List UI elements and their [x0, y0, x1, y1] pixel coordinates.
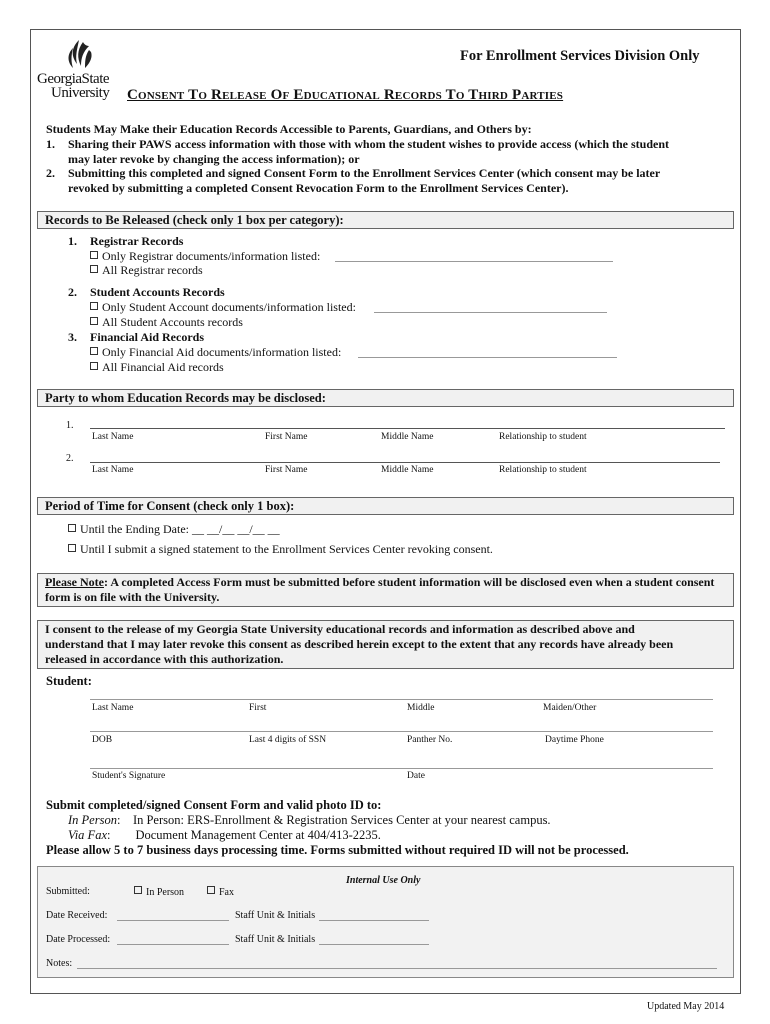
student-middle: Middle — [407, 703, 435, 713]
checkbox-icon[interactable] — [90, 302, 98, 310]
fax-label-text: Via Fax — [68, 828, 107, 842]
intro-item1-num: 1. — [46, 137, 55, 151]
cat3-opt2-label: All Financial Aid records — [102, 360, 224, 374]
intro-item2-a: Submitting this completed and signed Consent Form to the Enrollment Services Center (which consent may be later — [68, 166, 661, 180]
records-header: Records to Be Released (check only 1 box per category): — [37, 211, 734, 229]
cat1-opt2-label: All Registrar records — [102, 263, 203, 277]
intro-item1-a: Sharing their PAWS access information with those with whom the student wishes to provide access (which the student — [68, 137, 670, 151]
division-label: For Enrollment Services Division Only — [460, 48, 700, 64]
party-middle-1: Middle Name — [381, 432, 434, 442]
party-row2-num: 2. — [66, 453, 74, 464]
date-received-line[interactable] — [117, 920, 229, 921]
staff1-line[interactable] — [319, 920, 429, 921]
checkbox-icon[interactable] — [90, 251, 98, 259]
cat1-opt1[interactable] — [90, 249, 320, 264]
cat3-opt1-label: Only Financial Aid documents/information listed: — [102, 345, 342, 359]
student-first: First — [249, 703, 267, 713]
submit-fax-text: Document Management Center at 404/413-2235. — [135, 828, 381, 842]
student-date: Date — [407, 771, 425, 781]
checkbox-icon[interactable] — [207, 886, 215, 894]
internal-staff2: Staff Unit & Initials — [235, 934, 316, 945]
note-label: Please Note — [45, 575, 104, 589]
cat2-opt1-label: Only Student Account documents/information listed: — [102, 300, 356, 314]
intro-lead: Students May Make their Education Records Accessible to Parents, Guardians, and Others by: — [46, 122, 532, 136]
consent-line1: I consent to the release of my Georgia State University educational records and information as described above and — [45, 622, 635, 636]
cat2-title: Student Accounts Records — [90, 285, 225, 299]
staff2-line[interactable] — [319, 944, 429, 945]
student-phone: Daytime Phone — [545, 735, 604, 745]
submit-fax: Via Fax: Document Management Center at 404/413-2235. — [68, 828, 381, 842]
page-title: Consent To Release Of Educational Records To Third Parties — [127, 87, 564, 103]
submit-person-text: In Person: ERS-Enrollment & Registration Services Center at your nearest campus. — [132, 813, 551, 827]
flame-icon — [59, 38, 99, 72]
submit-person: In Person: In Person: ERS-Enrollment & Registration Services Center at your nearest campus. — [68, 813, 551, 827]
consent-line3: released in accordance with this authorization. — [45, 652, 284, 666]
logo-line1: GeorgiaState — [37, 71, 110, 87]
date-processed-line[interactable] — [117, 944, 229, 945]
internal-title: Internal Use Only — [346, 875, 421, 886]
internal-date-received: Date Received: — [46, 910, 108, 921]
student-label: Student: — [46, 674, 92, 688]
party-rel-2: Relationship to student — [499, 465, 587, 475]
party-middle-2: Middle Name — [381, 465, 434, 475]
intro-item2-num: 2. — [46, 166, 55, 180]
cat1-title: Registrar Records — [90, 234, 184, 248]
cat3-opt2[interactable] — [90, 360, 224, 375]
note-box — [37, 573, 734, 607]
cat1-opt1-line[interactable] — [335, 261, 613, 262]
internal-staff1: Staff Unit & Initials — [235, 910, 316, 921]
cat2-num: 2. — [68, 285, 77, 299]
student-ssn: Last 4 digits of SSN — [249, 735, 327, 745]
submit-fax-label — [68, 828, 107, 842]
cat2-opt1-line[interactable] — [374, 312, 607, 313]
student-maiden: Maiden/Other — [543, 703, 597, 713]
updated-date: Updated May 2014 — [647, 1001, 725, 1012]
cat2-opt1[interactable] — [90, 300, 356, 315]
internal-fax-label: Fax — [219, 887, 234, 898]
student-last: Last Name — [92, 703, 134, 713]
party-last-2: Last Name — [92, 465, 134, 475]
cat2-opt2-label: All Student Accounts records — [102, 315, 243, 329]
cat3-opt1[interactable] — [90, 345, 341, 360]
cat3-num: 3. — [68, 330, 77, 344]
period-opt1[interactable] — [68, 522, 280, 537]
party-header: Party to whom Education Records may be disclosed: — [37, 389, 734, 407]
gsu-logo — [37, 38, 117, 104]
submit-heading: Submit completed/signed Consent Form and valid photo ID to: — [46, 798, 382, 812]
party-rel-1: Relationship to student — [499, 432, 587, 442]
cat1-opt1-label: Only Registrar documents/information listed: — [102, 249, 321, 263]
submit-allow: Please allow 5 to 7 business days processing time. Forms submitted without required ID will not be processed. — [46, 843, 629, 857]
internal-in-person[interactable] — [134, 886, 184, 898]
note-text2: form is on file with the University. — [45, 590, 220, 604]
student-name-line[interactable] — [90, 699, 713, 700]
checkbox-icon[interactable] — [90, 362, 98, 370]
period-header: Period of Time for Consent (check only 1 box): — [37, 497, 734, 515]
checkbox-icon[interactable] — [68, 524, 76, 532]
student-signature: Student's Signature — [92, 771, 166, 781]
consent-box — [37, 620, 734, 669]
student-dob: DOB — [92, 735, 113, 745]
party-row1-num: 1. — [66, 420, 74, 431]
period-opt2-label: Until I submit a signed statement to the Enrollment Services Center revoking consent. — [80, 542, 493, 556]
submit-person-label — [68, 813, 117, 827]
student-signature-line[interactable] — [90, 768, 713, 769]
party-first-2: First Name — [265, 465, 308, 475]
party-first-1: First Name — [265, 432, 308, 442]
person-label-text: In Person — [68, 813, 117, 827]
internal-submitted: Submitted: — [46, 886, 90, 897]
party-row1-line[interactable] — [90, 428, 725, 429]
consent-line2: understand that I may later revoke this consent as described herein except to the extent that any records have already been — [45, 637, 674, 651]
intro-item1-b: may later revoke by changing the access information); or — [68, 152, 360, 166]
checkbox-icon[interactable] — [68, 544, 76, 552]
internal-date-processed: Date Processed: — [46, 934, 111, 945]
party-last-1: Last Name — [92, 432, 134, 442]
cat2-opt2[interactable] — [90, 315, 243, 330]
checkbox-icon[interactable] — [134, 886, 142, 894]
intro-item2-b: revoked by submitting a completed Consent Revocation Form to the Enrollment Services Center). — [68, 181, 569, 195]
student-label-text: Student — [46, 674, 88, 688]
period-opt1-label: Until the Ending Date: __ __/__ __/__ __ — [80, 522, 280, 536]
logo-line2: University — [51, 85, 110, 101]
cat1-num: 1. — [68, 234, 77, 248]
notes-line[interactable] — [77, 968, 717, 969]
checkbox-icon[interactable] — [90, 265, 98, 273]
checkbox-icon[interactable] — [90, 317, 98, 325]
period-opt2[interactable] — [68, 542, 493, 557]
cat3-title: Financial Aid Records — [90, 330, 205, 344]
note-text1: : A completed Access Form must be submitted before student information will be disclosed even when a student consent — [103, 575, 715, 589]
checkbox-icon[interactable] — [90, 347, 98, 355]
cat1-opt2[interactable] — [90, 263, 203, 278]
internal-notes: Notes: — [46, 958, 73, 969]
internal-in-person-label: In Person — [146, 887, 185, 898]
student-panther: Panther No. — [407, 735, 453, 745]
student-info-line[interactable] — [90, 731, 713, 732]
internal-fax[interactable] — [207, 886, 234, 898]
party-row2-line[interactable] — [90, 462, 720, 463]
cat3-opt1-line[interactable] — [358, 357, 617, 358]
